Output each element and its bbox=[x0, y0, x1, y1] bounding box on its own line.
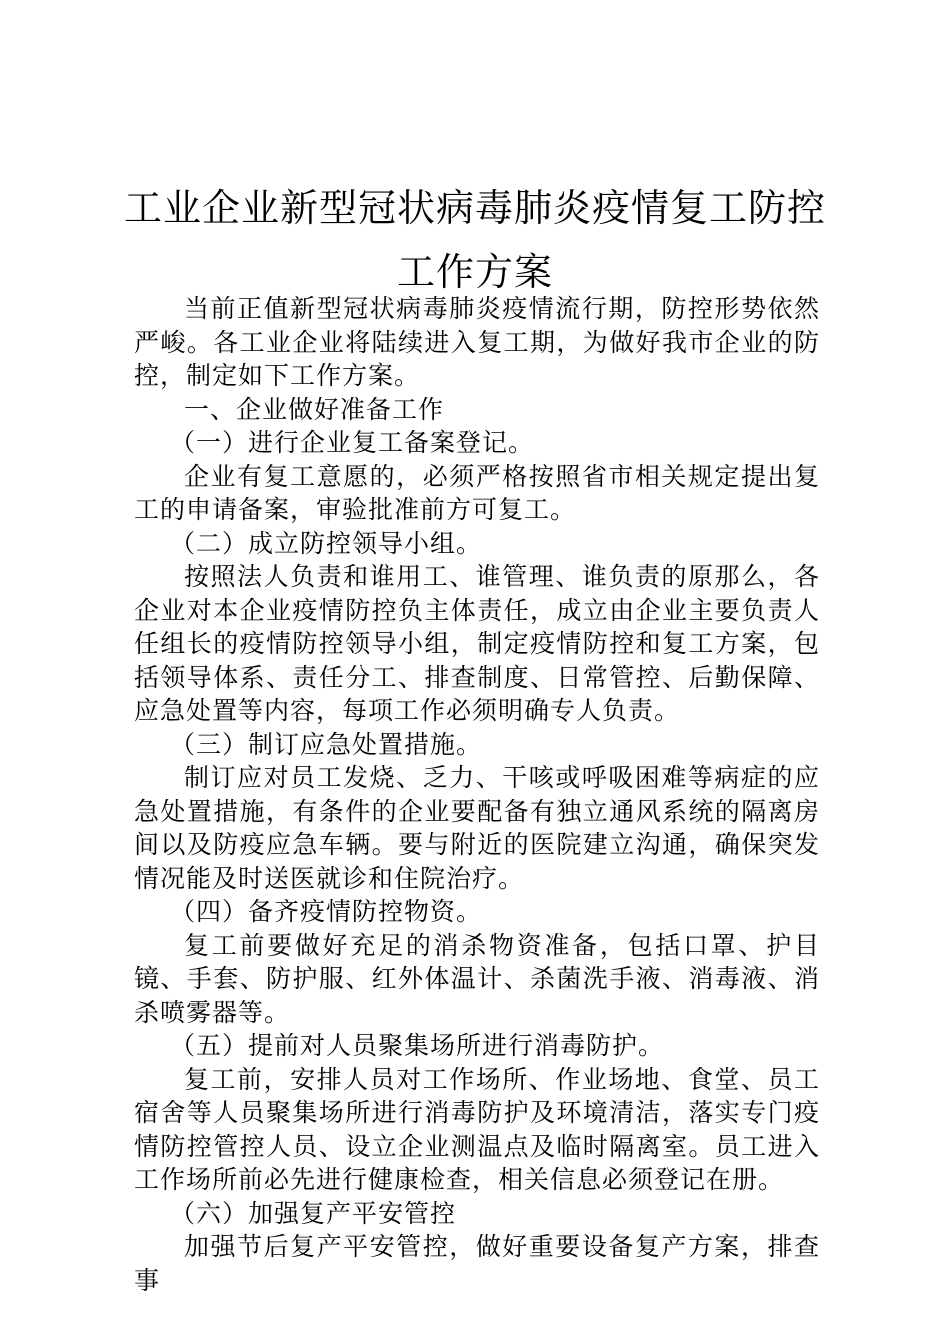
subsection-heading-3: （三）制订应急处置措施。 bbox=[170, 729, 483, 759]
subsection-heading-2: （二）成立防控领导小组。 bbox=[170, 528, 483, 558]
paragraph-supplies: 复工前要做好充足的消杀物资准备，包括口罩、护目镜、手套、防护服、红外体温计、杀菌洗手液、消毒液、消杀喷雾器等。 bbox=[134, 930, 820, 1027]
paragraph-safety-control: 加强节后复产平安管控，做好重要设备复产方案，排查事 bbox=[134, 1232, 820, 1295]
document-body bbox=[134, 292, 820, 1297]
subsection-heading-6: （六）加强复产平安管控 bbox=[170, 1198, 457, 1228]
paragraph-registration: 企业有复工意愿的，必须严格按照省市相关规定提出复工的申请备案，审验批准前方可复工。 bbox=[134, 461, 820, 524]
intro-paragraph: 当前正值新型冠状病毒肺炎疫情流行期，防控形势依然严峻。各工业企业将陆续进入复工期，为做好我市企业的防控，制定如下工作方案。 bbox=[134, 294, 820, 390]
subsection-heading-5: （五）提前对人员聚集场所进行消毒防护。 bbox=[170, 1031, 665, 1060]
paragraph-emergency-measures: 制订应对员工发烧、乏力、干咳或呼吸困难等病症的应急处置措施，有条件的企业要配备有独立通风系统的隔离房间以及防疫应急车辆。要与附近的医院建立沟通，确保突发情况能及时送医就诊和住院治疗。 bbox=[134, 763, 820, 893]
section-heading-1: 一、企业做好准备工作 bbox=[184, 394, 445, 424]
document-title: 工业企业新型冠状病毒肺炎疫情复工防控工作方案 bbox=[123, 186, 826, 294]
subsection-heading-4: （四）备齐疫情防控物资。 bbox=[170, 897, 483, 926]
paragraph-leadership-group: 按照法人负责和谁用工、谁管理、谁负责的原那么，各企业对本企业疫情防控负主体责任，成立由企业主要负责人任组长的疫情防控领导小组，制定疫情防控和复工方案，包括领导体系、责任分工、排查制度、日常管控、后勤保障、应急处置等内容，每项工作必须明确专人负责。 bbox=[134, 562, 820, 725]
subsection-heading-1: （一）进行企业复工备案登记。 bbox=[170, 428, 535, 457]
paragraph-disinfection: 复工前，安排人员对工作场所、作业场地、食堂、员工宿舍等人员聚集场所进行消毒防护及环境清洁，落实专门疫情防控管控人员、设立企业测温点及临时隔离室。员工进入工作场所前必先进行健康检查，相关信息必须登记在册。 bbox=[134, 1064, 820, 1194]
